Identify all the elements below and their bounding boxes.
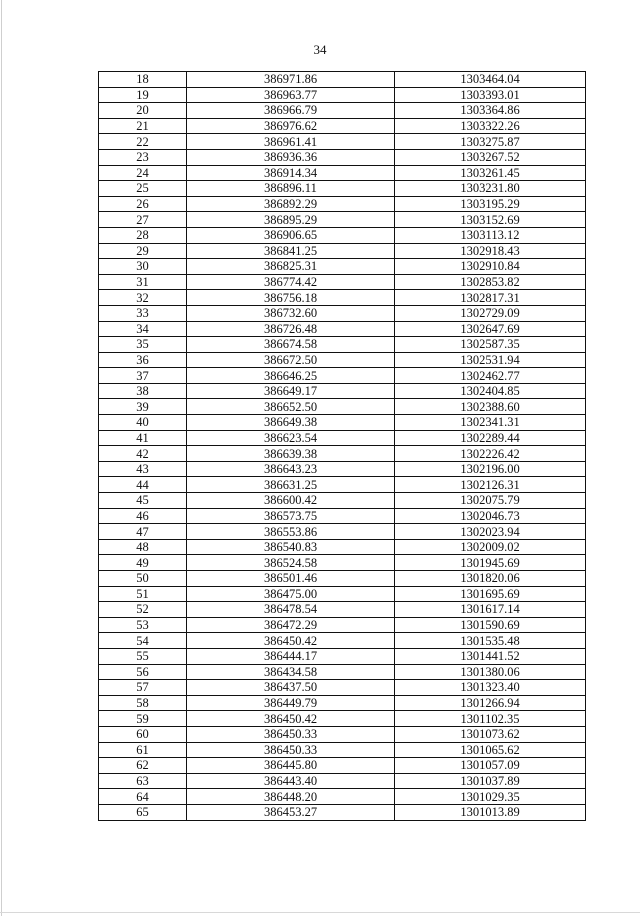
point-number-cell: 59 [99, 711, 187, 727]
x-coordinate-cell: 386674.58 [187, 337, 395, 353]
point-number-cell: 54 [99, 633, 187, 649]
x-coordinate-cell: 386914.34 [187, 165, 395, 181]
y-coordinate-cell: 1302531.94 [395, 352, 586, 368]
x-coordinate-cell: 386966.79 [187, 103, 395, 119]
point-number-cell: 39 [99, 399, 187, 415]
table-row [99, 181, 586, 197]
x-coordinate-cell: 386450.33 [187, 742, 395, 758]
x-coordinate-cell: 386892.29 [187, 196, 395, 212]
x-coordinate-cell: 386961.41 [187, 134, 395, 150]
point-number-cell: 65 [99, 804, 187, 820]
page-number: 34 [313, 42, 327, 57]
table-row [99, 493, 586, 509]
table-row [99, 680, 586, 696]
x-coordinate-cell: 386643.23 [187, 461, 395, 477]
x-coordinate-cell: 386434.58 [187, 664, 395, 680]
x-coordinate-cell: 386524.58 [187, 555, 395, 571]
point-number-cell: 36 [99, 352, 187, 368]
table-row [99, 726, 586, 742]
y-coordinate-cell: 1303113.12 [395, 227, 586, 243]
y-coordinate-cell: 1302126.31 [395, 477, 586, 493]
y-coordinate-cell: 1301266.94 [395, 695, 586, 711]
y-coordinate-cell: 1303195.29 [395, 196, 586, 212]
table-row [99, 149, 586, 165]
table-row [99, 103, 586, 119]
table-row [99, 72, 586, 88]
point-number-cell: 25 [99, 181, 187, 197]
point-number-cell: 60 [99, 726, 187, 742]
y-coordinate-cell: 1301073.62 [395, 726, 586, 742]
point-number-cell: 44 [99, 477, 187, 493]
point-number-cell: 21 [99, 118, 187, 134]
x-coordinate-cell: 386906.65 [187, 227, 395, 243]
y-coordinate-cell: 1301617.14 [395, 602, 586, 618]
point-number-cell: 22 [99, 134, 187, 150]
table-row [99, 321, 586, 337]
x-coordinate-cell: 386501.46 [187, 571, 395, 587]
y-coordinate-cell: 1301590.69 [395, 617, 586, 633]
y-coordinate-cell: 1302918.43 [395, 243, 586, 259]
x-coordinate-cell: 386450.33 [187, 726, 395, 742]
point-number-cell: 41 [99, 430, 187, 446]
point-number-cell: 45 [99, 493, 187, 509]
y-coordinate-cell: 1302289.44 [395, 430, 586, 446]
x-coordinate-cell: 386448.20 [187, 789, 395, 805]
y-coordinate-cell: 1302075.79 [395, 493, 586, 509]
table-row [99, 227, 586, 243]
coordinates-table-body [99, 72, 586, 821]
point-number-cell: 55 [99, 648, 187, 664]
y-coordinate-cell: 1301029.35 [395, 789, 586, 805]
x-coordinate-cell: 386623.54 [187, 430, 395, 446]
x-coordinate-cell: 386553.86 [187, 524, 395, 540]
y-coordinate-cell: 1302009.02 [395, 539, 586, 555]
x-coordinate-cell: 386450.42 [187, 633, 395, 649]
point-number-cell: 57 [99, 680, 187, 696]
y-coordinate-cell: 1302462.77 [395, 368, 586, 384]
point-number-cell: 32 [99, 290, 187, 306]
point-number-cell: 31 [99, 274, 187, 290]
y-coordinate-cell: 1301820.06 [395, 571, 586, 587]
x-coordinate-cell: 386444.17 [187, 648, 395, 664]
table-row [99, 664, 586, 680]
x-coordinate-cell: 386639.38 [187, 446, 395, 462]
table-row [99, 165, 586, 181]
y-coordinate-cell: 1303267.52 [395, 149, 586, 165]
y-coordinate-cell: 1301065.62 [395, 742, 586, 758]
x-coordinate-cell: 386472.29 [187, 617, 395, 633]
point-number-cell: 53 [99, 617, 187, 633]
table-row [99, 633, 586, 649]
y-coordinate-cell: 1303393.01 [395, 87, 586, 103]
x-coordinate-cell: 386649.38 [187, 415, 395, 431]
y-coordinate-cell: 1302046.73 [395, 508, 586, 524]
table-row [99, 415, 586, 431]
x-coordinate-cell: 386896.11 [187, 181, 395, 197]
x-coordinate-cell: 386971.86 [187, 72, 395, 88]
table-row [99, 446, 586, 462]
table-row [99, 804, 586, 820]
point-number-cell: 64 [99, 789, 187, 805]
point-number-cell: 63 [99, 773, 187, 789]
y-coordinate-cell: 1303231.80 [395, 181, 586, 197]
table-row [99, 602, 586, 618]
point-number-cell: 40 [99, 415, 187, 431]
y-coordinate-cell: 1302404.85 [395, 383, 586, 399]
y-coordinate-cell: 1303275.87 [395, 134, 586, 150]
table-row [99, 212, 586, 228]
y-coordinate-cell: 1302647.69 [395, 321, 586, 337]
x-coordinate-cell: 386652.50 [187, 399, 395, 415]
table-row [99, 477, 586, 493]
table-row [99, 352, 586, 368]
table-row [99, 524, 586, 540]
scan-edge-left [1, 0, 2, 916]
y-coordinate-cell: 1302853.82 [395, 274, 586, 290]
table-row [99, 259, 586, 275]
x-coordinate-cell: 386963.77 [187, 87, 395, 103]
y-coordinate-cell: 1302226.42 [395, 446, 586, 462]
y-coordinate-cell: 1301057.09 [395, 758, 586, 774]
table-row [99, 758, 586, 774]
table-row [99, 305, 586, 321]
x-coordinate-cell: 386600.42 [187, 493, 395, 509]
table-row [99, 383, 586, 399]
point-number-cell: 20 [99, 103, 187, 119]
table-row [99, 586, 586, 602]
point-number-cell: 26 [99, 196, 187, 212]
point-number-cell: 33 [99, 305, 187, 321]
point-number-cell: 43 [99, 461, 187, 477]
point-number-cell: 27 [99, 212, 187, 228]
y-coordinate-cell: 1301013.89 [395, 804, 586, 820]
x-coordinate-cell: 386732.60 [187, 305, 395, 321]
point-number-cell: 34 [99, 321, 187, 337]
point-number-cell: 19 [99, 87, 187, 103]
y-coordinate-cell: 1301695.69 [395, 586, 586, 602]
y-coordinate-cell: 1303364.86 [395, 103, 586, 119]
x-coordinate-cell: 386649.17 [187, 383, 395, 399]
y-coordinate-cell: 1302910.84 [395, 259, 586, 275]
table-row [99, 789, 586, 805]
table-row [99, 87, 586, 103]
y-coordinate-cell: 1302023.94 [395, 524, 586, 540]
table-row [99, 368, 586, 384]
y-coordinate-cell: 1301945.69 [395, 555, 586, 571]
point-number-cell: 48 [99, 539, 187, 555]
y-coordinate-cell: 1301102.35 [395, 711, 586, 727]
x-coordinate-cell: 386478.54 [187, 602, 395, 618]
table-row [99, 118, 586, 134]
table-row [99, 243, 586, 259]
x-coordinate-cell: 386646.25 [187, 368, 395, 384]
table-row [99, 695, 586, 711]
y-coordinate-cell: 1302817.31 [395, 290, 586, 306]
y-coordinate-cell: 1302341.31 [395, 415, 586, 431]
point-number-cell: 58 [99, 695, 187, 711]
point-number-cell: 28 [99, 227, 187, 243]
table-row [99, 773, 586, 789]
point-number-cell: 56 [99, 664, 187, 680]
table-row [99, 648, 586, 664]
y-coordinate-cell: 1303322.26 [395, 118, 586, 134]
point-number-cell: 50 [99, 571, 187, 587]
table-row [99, 274, 586, 290]
point-number-cell: 23 [99, 149, 187, 165]
point-number-cell: 38 [99, 383, 187, 399]
point-number-cell: 37 [99, 368, 187, 384]
x-coordinate-cell: 386631.25 [187, 477, 395, 493]
point-number-cell: 62 [99, 758, 187, 774]
x-coordinate-cell: 386540.83 [187, 539, 395, 555]
x-coordinate-cell: 386672.50 [187, 352, 395, 368]
point-number-cell: 61 [99, 742, 187, 758]
y-coordinate-cell: 1301535.48 [395, 633, 586, 649]
table-row [99, 711, 586, 727]
point-number-cell: 35 [99, 337, 187, 353]
point-number-cell: 30 [99, 259, 187, 275]
point-number-cell: 42 [99, 446, 187, 462]
x-coordinate-cell: 386726.48 [187, 321, 395, 337]
x-coordinate-cell: 386841.25 [187, 243, 395, 259]
table-row [99, 399, 586, 415]
y-coordinate-cell: 1302388.60 [395, 399, 586, 415]
table-row [99, 742, 586, 758]
table-row [99, 290, 586, 306]
table-row [99, 461, 586, 477]
x-coordinate-cell: 386449.79 [187, 695, 395, 711]
point-number-cell: 49 [99, 555, 187, 571]
table-row [99, 555, 586, 571]
x-coordinate-cell: 386936.36 [187, 149, 395, 165]
x-coordinate-cell: 386443.40 [187, 773, 395, 789]
y-coordinate-cell: 1302587.35 [395, 337, 586, 353]
point-number-cell: 52 [99, 602, 187, 618]
x-coordinate-cell: 386437.50 [187, 680, 395, 696]
table-row [99, 539, 586, 555]
x-coordinate-cell: 386450.42 [187, 711, 395, 727]
y-coordinate-cell: 1301323.40 [395, 680, 586, 696]
x-coordinate-cell: 386976.62 [187, 118, 395, 134]
x-coordinate-cell: 386445.80 [187, 758, 395, 774]
point-number-cell: 29 [99, 243, 187, 259]
table-row [99, 337, 586, 353]
y-coordinate-cell: 1301441.52 [395, 648, 586, 664]
x-coordinate-cell: 386573.75 [187, 508, 395, 524]
y-coordinate-cell: 1301380.06 [395, 664, 586, 680]
y-coordinate-cell: 1303152.69 [395, 212, 586, 228]
point-number-cell: 24 [99, 165, 187, 181]
scan-edge-bottom [0, 912, 640, 913]
x-coordinate-cell: 386825.31 [187, 259, 395, 275]
coordinates-table [98, 71, 586, 821]
table-row [99, 508, 586, 524]
x-coordinate-cell: 386774.42 [187, 274, 395, 290]
table-row [99, 430, 586, 446]
y-coordinate-cell: 1301037.89 [395, 773, 586, 789]
table-row [99, 196, 586, 212]
point-number-cell: 46 [99, 508, 187, 524]
y-coordinate-cell: 1302729.09 [395, 305, 586, 321]
x-coordinate-cell: 386453.27 [187, 804, 395, 820]
point-number-cell: 51 [99, 586, 187, 602]
point-number-cell: 18 [99, 72, 187, 88]
x-coordinate-cell: 386895.29 [187, 212, 395, 228]
table-row [99, 617, 586, 633]
point-number-cell: 47 [99, 524, 187, 540]
y-coordinate-cell: 1302196.00 [395, 461, 586, 477]
x-coordinate-cell: 386756.18 [187, 290, 395, 306]
x-coordinate-cell: 386475.00 [187, 586, 395, 602]
y-coordinate-cell: 1303464.04 [395, 72, 586, 88]
y-coordinate-cell: 1303261.45 [395, 165, 586, 181]
table-row [99, 134, 586, 150]
table-row [99, 571, 586, 587]
